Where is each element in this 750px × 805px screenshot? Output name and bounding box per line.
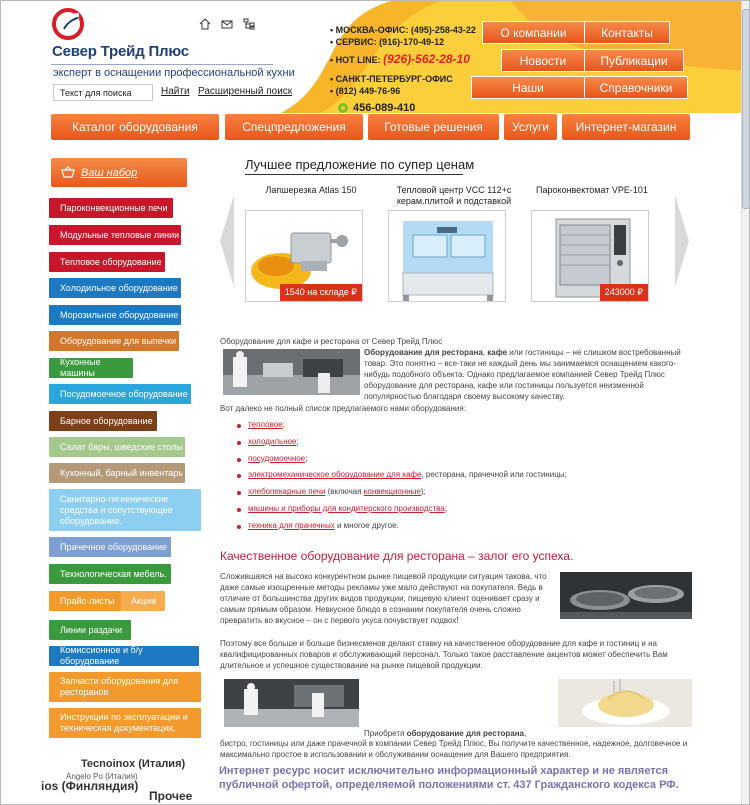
list-item-rest: и многое другое. bbox=[334, 520, 399, 530]
advanced-search-link[interactable]: Расширенный поиск bbox=[198, 86, 293, 97]
product-name[interactable]: Пароконвектомат VPE-101 bbox=[536, 185, 648, 195]
list-link-refrigeration[interactable]: холодильное bbox=[248, 436, 297, 446]
list-intro: Вот далеко не полный список предлагаемого нами оборудования: bbox=[220, 404, 466, 413]
sidebar-item[interactable]: Запчасти оборудования для ресторанов bbox=[49, 672, 201, 702]
sidebar-item[interactable]: Морозильное оборудование bbox=[49, 305, 181, 325]
list-item bbox=[237, 451, 567, 468]
nav-publications[interactable]: Публикации bbox=[584, 49, 684, 72]
basket-label[interactable]: Ваш набор bbox=[81, 167, 138, 179]
contact-service: СЕРВИС: (916)-170-49-12 bbox=[335, 37, 445, 47]
sidebar-item[interactable]: Санитарно-гигиенические средства и сопутствующее оборудование. bbox=[49, 489, 201, 531]
menu-services[interactable]: Услуги bbox=[504, 114, 557, 140]
hotline-number: (926)-562-28-10 bbox=[383, 52, 470, 66]
sidebar-item[interactable]: Холодильное оборудование bbox=[49, 278, 181, 298]
spb-title-line: • САНКТ-ПЕТЕРБУРГ-ОФИС bbox=[330, 74, 453, 84]
paragraph-market: Сложившаяся на высоко конкурентном рынке пищевой продукции ситуация такова, что даже самые изощренные методы рекламы уже мало действуют на покупателя. Ведь в отличие от большинства других видов продукции, пищевую клиент оценивает сразу и самым прямым образом. Невкусное блюдо в сознании покупателя очень сложно превратить во вкусное – он с первого укуса почувствует подвох! bbox=[220, 572, 547, 625]
product-price: 243000 ₽ bbox=[600, 284, 648, 301]
intro-rest: или гостиницы – не слишком востребованный товар. Это понятно – все-таки не каждый день мы занимаемся оснащением какого-нибудь подобного объекта. Однако предлагаемое компанией Север Трейд Плюс оборудование для ресторана, кафе или гостиницы пользуется неизменной популярностью благодаря своему высокому качеству. bbox=[364, 348, 681, 401]
hotline: • HOT LINE: (926)-562-28-10 bbox=[330, 52, 470, 66]
sidebar-item[interactable]: Акции bbox=[121, 591, 165, 611]
product-name[interactable]: Тепловой центр VCC 112+с керам.плитой и подставкой bbox=[396, 185, 512, 206]
sidebar-item[interactable]: Технологическая мебель. bbox=[49, 564, 171, 584]
nav-about[interactable]: О компании bbox=[482, 21, 585, 44]
list-item bbox=[237, 484, 567, 501]
paragraph-business: Поэтому все больше и больше бизнесменов делают ставку на качественное оборудование для кафе и гостиниц и на квалифицированных поваров и обслуживающий персонал. Только такое расставление акцентов может обеспечить Вам длительное и успешное существование на рынке пищевой продукции. bbox=[220, 639, 668, 670]
list-item-rest: ; bbox=[444, 503, 448, 513]
pasta-photo bbox=[558, 679, 692, 727]
buy-pre: Приобретя bbox=[364, 729, 407, 738]
hotline-label: HOT LINE: bbox=[335, 55, 381, 65]
home-icon[interactable] bbox=[199, 18, 211, 30]
equipment-list bbox=[237, 417, 567, 535]
list-item-rest: ); bbox=[420, 487, 426, 497]
brand-name[interactable]: Север Трейд Плюс bbox=[52, 43, 189, 60]
list-link-confectionery[interactable]: машины и приборы для кондитерского производства bbox=[248, 503, 445, 513]
icq-icon bbox=[337, 102, 349, 114]
product-card-combi-oven[interactable] bbox=[531, 210, 649, 302]
buy-rest: , bbox=[524, 729, 527, 738]
list-link-convection[interactable]: конвекционные bbox=[363, 487, 421, 497]
list-item bbox=[237, 467, 567, 484]
contact-line: • СЕРВИС: (916)-170-49-12 bbox=[330, 37, 445, 47]
logo-icon[interactable] bbox=[51, 7, 85, 41]
menu-catalog[interactable]: Каталог оборудования bbox=[51, 114, 219, 140]
nav-ours[interactable]: Наши bbox=[471, 76, 585, 99]
list-link-bakery-ovens[interactable]: хлебопекарные печи bbox=[248, 487, 326, 497]
list-item-rest: ; bbox=[296, 436, 299, 446]
brand-angelo-po[interactable]: Angelo Po (Италия) bbox=[66, 772, 138, 781]
list-link-thermal[interactable]: тепловое bbox=[248, 420, 283, 429]
intro-paragraph: Оборудование для ресторана, кафе или гостиницы – не слишком востребованный товар. Это понятно – все-таки не каждый день мы занимаемся оснащением какого-нибудь подобного объекта. Однако предлагаемое компанией Север Трейд Плюс оборудование для ресторана, кафе или гостиницы пользуется неизменной популярностью благодаря своему высокому качеству. bbox=[364, 348, 681, 401]
product-price: 1540 на складе ₽ bbox=[280, 284, 362, 301]
brand-finland[interactable]: ios (Финляндия) bbox=[41, 779, 139, 793]
list-item-rest: , ресторана, прачечной или гостиницы; bbox=[421, 470, 567, 480]
brand-tecnoinox[interactable]: Tecnoinox (Италия) bbox=[81, 758, 186, 770]
icq-number[interactable]: 456-089-410 bbox=[353, 102, 416, 114]
list-item-rest: ; bbox=[305, 453, 308, 463]
sidebar-item[interactable]: Модульные тепловые линии bbox=[49, 225, 181, 245]
mail-icon[interactable] bbox=[221, 18, 233, 30]
list-item bbox=[237, 417, 567, 434]
basket-icon bbox=[61, 166, 75, 178]
scrollbar-thumb[interactable] bbox=[742, 9, 750, 209]
list-link-laundry[interactable]: техника для прачечных bbox=[248, 520, 335, 530]
sidebar-item[interactable]: Оборудование для выпечки bbox=[49, 331, 179, 351]
sidebar-item[interactable]: Комиссионное и б/у оборудование bbox=[49, 646, 199, 666]
intro-line: Оборудование для кафе и ресторана от Север Трейд Плюс bbox=[220, 337, 443, 346]
best-offers-underline bbox=[245, 174, 463, 175]
legal-notice: Интернет ресурс носит исключительно информационный характер и не является публичной офертой, определяемой положениями ст. 437 Гражданского кодекса РФ. bbox=[219, 765, 679, 791]
spb-phone-line: • (812) 449-76-96 bbox=[330, 86, 401, 96]
menu-ready-solutions[interactable]: Готовые решения bbox=[368, 114, 499, 140]
list-item bbox=[237, 434, 567, 451]
sidebar-item[interactable]: Салат бары, шведские столы bbox=[49, 437, 185, 457]
quality-heading: Качественное оборудование для ресторана – залог его успеха. bbox=[220, 549, 574, 563]
sidebar-item[interactable]: Посудомоечное оборудование bbox=[49, 384, 191, 404]
list-item bbox=[237, 518, 567, 535]
nav-contacts[interactable]: Контакты bbox=[584, 21, 670, 44]
intro-bold-cafe: кафе bbox=[487, 348, 508, 357]
tagline: эксперт в оснащении профессиональной кухни bbox=[53, 67, 295, 79]
menu-special-offers[interactable]: Спецпредложения bbox=[225, 114, 363, 140]
moscow-contacts bbox=[330, 24, 476, 48]
sidebar-item[interactable]: Кухонные машины bbox=[49, 358, 133, 378]
list-link-electromechanical[interactable]: электромеханическое оборудование для кафе bbox=[248, 470, 422, 480]
list-link-dishwashing[interactable]: посудомоечное bbox=[248, 453, 306, 463]
search-input[interactable] bbox=[53, 84, 153, 101]
sidebar-item[interactable]: Инструкции по эксплуатации и техническая документация. bbox=[49, 708, 201, 738]
chefs-photo bbox=[224, 679, 359, 727]
sidebar-item[interactable]: Пароконвекционные печи bbox=[49, 198, 173, 218]
carousel-prev-icon[interactable] bbox=[220, 195, 234, 287]
best-offers-title: Лучшее предложение по супер ценам bbox=[245, 157, 475, 172]
kitchen-photo bbox=[223, 349, 360, 395]
sidebar-item[interactable]: Прайс-листы bbox=[49, 591, 121, 611]
list-item-rest: ; bbox=[282, 420, 285, 429]
contact-moscow-office: МОСКВА-ОФИС: (495)-258-43-22 bbox=[335, 25, 476, 35]
product-name[interactable]: Лапшерезка Atlas 150 bbox=[265, 185, 357, 195]
spb-contacts bbox=[330, 73, 453, 97]
list-item-rest: (включая bbox=[325, 487, 364, 497]
nav-news[interactable]: Новости bbox=[501, 49, 585, 72]
brand-divider bbox=[51, 64, 273, 65]
nav-references[interactable]: Справочники bbox=[584, 76, 688, 99]
sidebar-item[interactable]: Прачечное оборудование bbox=[49, 537, 171, 557]
list-item bbox=[237, 501, 567, 518]
carousel-next-icon[interactable] bbox=[675, 195, 689, 287]
search-button[interactable]: Найти bbox=[161, 86, 190, 97]
menu-online-shop[interactable]: Интернет-магазин bbox=[562, 114, 690, 140]
sitemap-icon[interactable] bbox=[243, 18, 255, 30]
intro-bold-restaurant: Оборудование для ресторана bbox=[364, 348, 483, 357]
brands-ticker bbox=[1, 757, 211, 805]
contact-line: • МОСКВА-ОФИС: (495)-258-43-22 bbox=[330, 25, 476, 35]
sidebar-item[interactable]: Кухонный, барный инвентарь bbox=[49, 463, 185, 483]
product-card-pasta-maker[interactable] bbox=[245, 210, 363, 302]
sidebar-item[interactable]: Линии раздачи bbox=[49, 620, 131, 640]
sidebar-item[interactable]: Тепловое оборудование bbox=[49, 252, 165, 272]
brand-other[interactable]: Прочее bbox=[149, 789, 193, 803]
top-icons bbox=[199, 18, 255, 30]
product-card-heat-center[interactable] bbox=[388, 210, 506, 302]
buy-bold: оборудование для ресторана bbox=[406, 729, 525, 738]
pans-photo bbox=[560, 572, 692, 619]
paragraph-buy-line2: бистро, гостиницы или даже прачечной в компании Север Трейд Плюс, Вы получите качественное, надежное, долговечное и максимально простое в использовании и обслуживании оснащение для Вашего предприятия. bbox=[220, 739, 688, 759]
spb-title: САНКТ-ПЕТЕРБУРГ-ОФИС bbox=[335, 74, 453, 84]
spb-phone: (812) 449-76-96 bbox=[335, 86, 401, 96]
sidebar-item[interactable]: Барное оборудование bbox=[49, 411, 157, 431]
heat-center-image bbox=[389, 211, 506, 302]
